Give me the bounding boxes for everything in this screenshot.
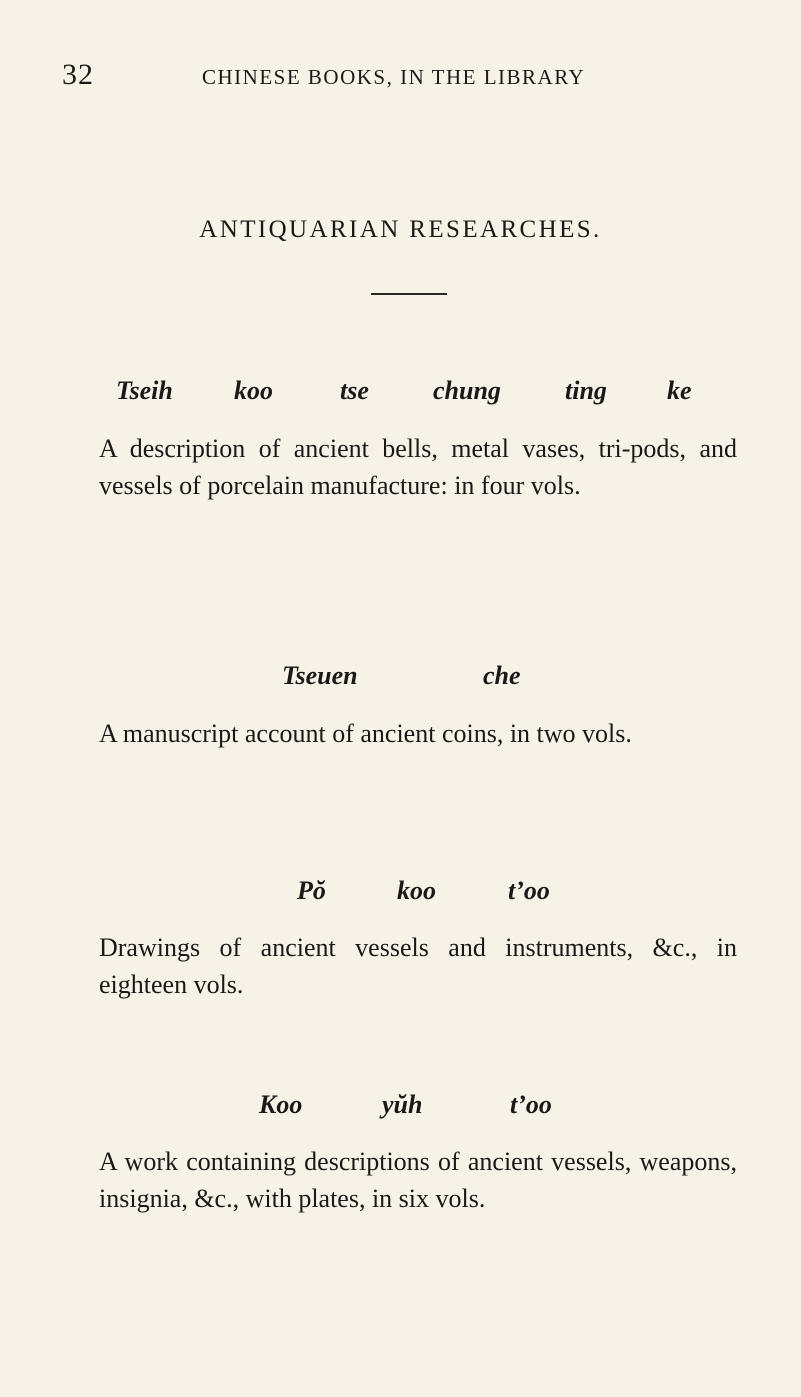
entry-description: A manuscript account of ancient coins, in two vols. [99,719,632,748]
romanized-word: ting [565,376,607,405]
romanized-word: Tseuen [282,661,358,690]
section-rule [371,293,447,295]
romanized-word: Pŏ [297,876,326,905]
page-number: 32 [62,58,94,91]
romanized-title [0,661,801,695]
romanized-title [0,376,801,410]
romanized-word: koo [397,876,436,905]
entry-description: A description of ancient bells, metal vases, tri-pods, and vessels of porcelain manufacture: in four vols. [99,434,737,500]
romanized-word: Tseih [116,376,173,405]
romanized-word: tse [340,376,369,405]
romanized-word: chung [433,376,501,405]
romanized-word: ke [667,376,692,405]
romanized-word: che [483,661,521,690]
romanized-word: koo [234,376,273,405]
running-title: CHINESE BOOKS, IN THE LIBRARY [202,65,586,89]
romanized-title [0,1090,801,1124]
romanized-word: Koo [259,1090,303,1119]
entry-description: A work containing descriptions of ancient vessels, weapons, insignia, &c., with plates, in six vols. [99,1147,737,1213]
romanized-word: t’oo [508,876,550,905]
page-header [62,58,762,98]
romanized-word: t’oo [510,1090,552,1119]
romanized-word: yŭh [382,1090,423,1119]
romanized-title [0,876,801,910]
entry-description: Drawings of ancient vessels and instruments, &c., in eighteen vols. [99,933,737,999]
section-title: ANTIQUARIAN RESEARCHES. [199,216,602,243]
